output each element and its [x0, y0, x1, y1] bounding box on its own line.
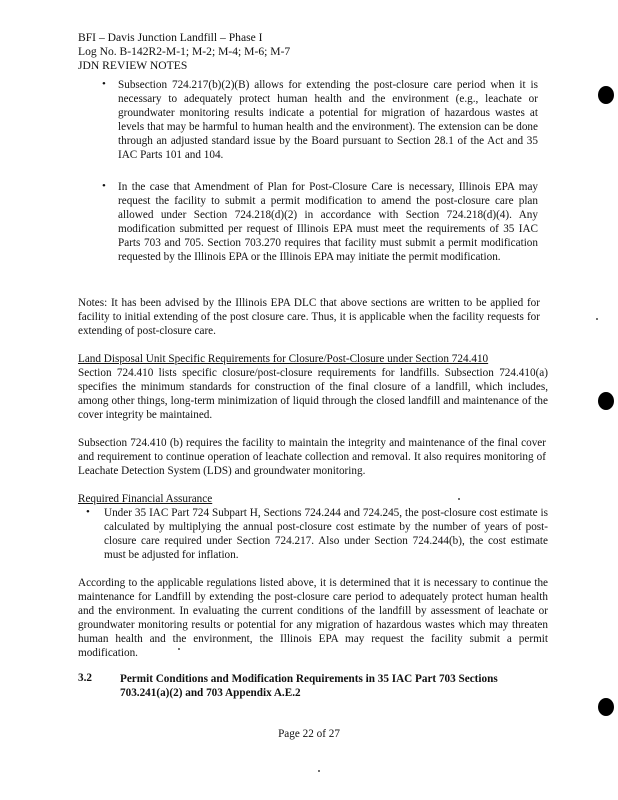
section-number: 3.2 — [78, 672, 92, 684]
header-log-number: Log No. B-142R2-M-1; M-2; M-4; M-6; M-7 — [78, 45, 291, 59]
financial-assurance-bullet: Under 35 IAC Part 724 Subpart H, Sections 724.244 and 724.245, the post-closure cost estimate is calculated by multiplying the annual post-closure cost estimate by the number of years of post-closure care required under Section 724.217. Also under Section 724.244(b), the cost estimate must be adjusted for inflation. — [104, 507, 548, 562]
land-disposal-body: Section 724.410 lists specific closure/post-closure requirements for landfills. Subsection 724.410(a) specifies the minimum standards for construction of the final closure of a landfill, which includes, among other things, long-term minimization of liquid through the closed landfill and maintenance of the cover integrity be maintained. — [78, 367, 548, 422]
scan-speck — [458, 498, 460, 500]
header-review-notes: JDN REVIEW NOTES — [78, 59, 188, 73]
financial-assurance-heading-wrap — [78, 492, 548, 506]
land-disposal-section — [78, 352, 548, 422]
bullet-post-closure-extension: Subsection 724.217(b)(2)(B) allows for extending the post-closure care period when it is necessary to adequately protect human health and the environment (e.g., leachate or groundwater monitoring results indicate a potential for migration of hazardous wastes at levels that may be harmful to human health and the environment). The extension can be done through an adjusted standard issue by the Board pursuant to Section 28.1 of the Act and 35 IAC Parts 101 and 104. — [118, 79, 538, 162]
notes-paragraph: Notes: It has been advised by the Illinois EPA DLC that above sections are written to be applied for facility to initial extending of the post closure care. Thus, it is applicable when the facility requests for extending of post-closure care. — [78, 297, 540, 338]
subsection-724-410-b-paragraph: Subsection 724.410 (b) requires the facility to maintain the integrity and maintenance of the final cover and requirement to continue operation of leachate collection and removal. It also requires monitoring of Leachate Detection System (LDS) and groundwater monitoring. — [78, 437, 546, 478]
bullet-amendment-plan: In the case that Amendment of Plan for Post-Closure Care is necessary, Illinois EPA may request the facility to submit a permit modification to amend the post-closure care plan allowed under Section 724.218(d)(2) in accordance with Section 724.218(d)(4). Any modification submitted per request of Illinois EPA must meet the requirements of 35 IAC Parts 703 and 705. Section 703.270 requires that facility must submit a permit modification requested by the Illinois EPA or the Illinois EPA may initiate the permit modification. — [118, 181, 538, 264]
conclusion-paragraph: According to the applicable regulations listed above, it is determined that it is necessary to continue the maintenance for Landfill by extending the post-closure care period to adequately protect human health and the environment. In evaluating the current conditions of the landfill by assessment of leachate or groundwater monitoring results or potential for any migration of hazardous wastes which may threaten human health and the environment, the Illinois EPA may request the facility submit a permit modification. — [78, 577, 548, 660]
punch-hole — [598, 86, 614, 104]
bullet-glyph: • — [102, 180, 106, 192]
land-disposal-heading: Land Disposal Unit Specific Requirements for Closure/Post-Closure under Section 724.410 — [78, 353, 489, 365]
bullet-glyph: • — [86, 506, 90, 518]
punch-hole — [598, 392, 614, 410]
scan-speck — [318, 770, 320, 772]
scan-speck — [178, 648, 180, 650]
document-header — [78, 31, 290, 74]
financial-assurance-heading: Required Financial Assurance — [78, 493, 213, 505]
page-number: Page 22 of 27 — [278, 728, 340, 740]
header-project-line: BFI – Davis Junction Landfill – Phase I — [78, 31, 263, 44]
section-title: Permit Conditions and Modification Requirements in 35 IAC Part 703 Sections 703.241(a)(2) and 703 Appendix A.E.2 — [120, 673, 498, 700]
punch-hole — [598, 698, 614, 716]
bullet-glyph: • — [102, 78, 106, 90]
scan-speck — [596, 318, 598, 320]
